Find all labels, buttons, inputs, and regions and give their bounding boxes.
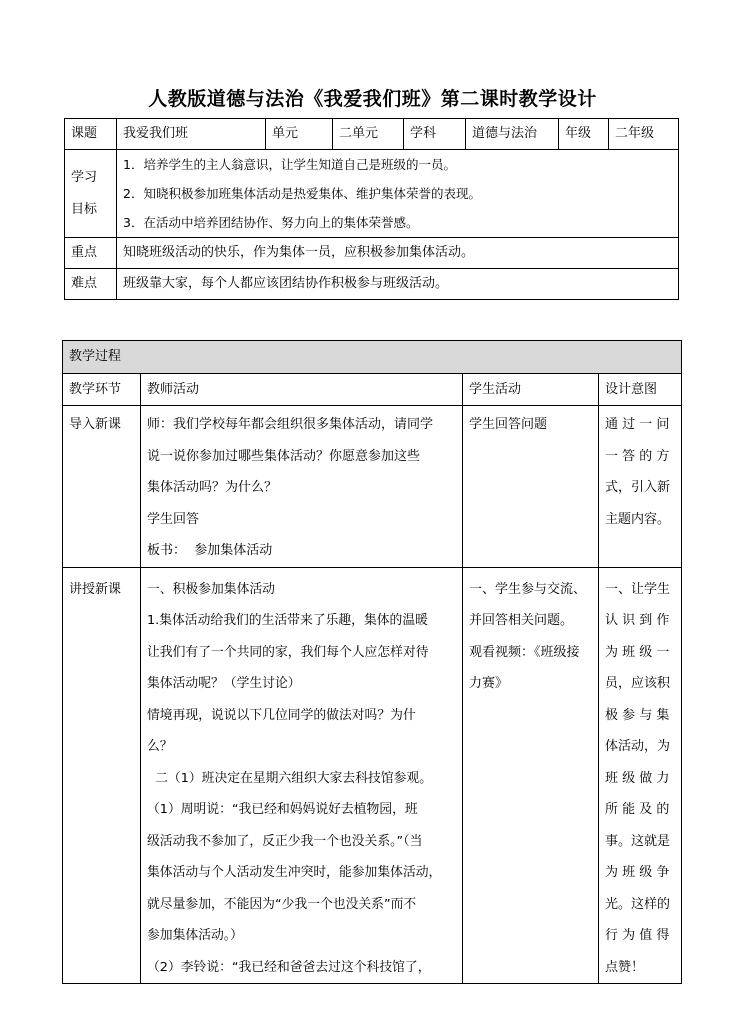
process-header-row: [63, 341, 682, 374]
difficult-value: 班级靠大家，每个人都应该团结协作积极参与班级活动。: [117, 269, 679, 300]
objectives-list: [117, 150, 679, 238]
teacher-line: 级活动我不参加了，反正少我一个也没关系。”（当: [147, 833, 423, 849]
intent-line: 通 过 一 问: [605, 417, 670, 432]
lesson-label: 课题: [65, 119, 117, 150]
info-row: [65, 119, 679, 150]
teacher-line: 师：我们学校每年都会组织很多集体活动，请同学: [147, 417, 434, 432]
student-line: 学生回答问题: [469, 417, 548, 432]
intent-line: 点赞！: [605, 959, 645, 975]
student-activity: [463, 406, 599, 568]
unit-label: 单元: [266, 119, 333, 150]
objectives-row: [65, 150, 679, 238]
intent-line: 体活动，为: [605, 739, 671, 754]
intent-line: 为 班 级 争: [605, 865, 670, 880]
intent-line: 式，引入新: [605, 480, 671, 495]
intent-line: 一、让学生: [605, 581, 671, 597]
objectives-label-line-2: 目标: [71, 201, 98, 217]
intent-line: 光。这样的: [605, 896, 671, 912]
intent-line: 班 级 做 力: [605, 770, 670, 786]
teacher-line: 1.集体活动给我们的生活带来了乐趣，集体的温暖: [147, 613, 428, 628]
intent-line: 员，应该积: [605, 676, 671, 691]
teacher-line: 么？: [147, 739, 173, 754]
difficult-row: [65, 269, 679, 300]
objective-item: 3．在活动中培养团结协作、努力向上的集体荣誉感。: [123, 215, 419, 230]
intent-line: 行 为 值 得: [605, 928, 670, 943]
lesson-value: 我爱我们班: [117, 119, 266, 150]
teacher-line: 情境再现，说说以下几位同学的做法对吗？为什: [147, 707, 416, 723]
lesson-info-table: [64, 118, 679, 300]
teacher-line: 集体活动与个人活动发生冲突时，能参加集体活动，: [147, 865, 442, 880]
difficult-label: 难点: [65, 269, 117, 300]
document-title: 人教版道德与法治《我爱我们班》第二课时教学设计: [148, 88, 597, 110]
intent-line: 认 识 到 作: [605, 613, 670, 628]
teacher-line: （2）李铃说：“我已经和爸爸去过这个科技馆了，: [147, 959, 431, 975]
objective-item: 1．培养学生的主人翁意识，让学生知道自己是班级的一员。: [123, 157, 456, 172]
student-activity: [463, 567, 599, 984]
process-header: 教学过程: [63, 341, 682, 374]
intent-line: 为 班 级 一: [605, 644, 670, 660]
col-student: 学生活动: [463, 373, 599, 406]
intent-line: 极 参 与 集: [605, 707, 670, 723]
intent-line: 一 答 的 方: [605, 448, 670, 464]
teaching-process-table: [62, 340, 682, 984]
unit-value: 二单元: [333, 119, 404, 150]
objectives-label-line-1: 学习: [71, 169, 98, 185]
teacher-line: 集体活动吗？为什么？: [147, 480, 278, 495]
col-stage: 教学环节: [63, 373, 141, 406]
subject-label: 学科: [404, 119, 466, 150]
teacher-line: 板书： 参加集体活动: [147, 543, 273, 558]
intent-line: 所 能 及 的: [605, 802, 670, 817]
key-value: 知晓班级活动的快乐，作为集体一员，应积极参加集体活动。: [117, 238, 679, 269]
teacher-line: 学生回答: [147, 511, 200, 527]
design-intent: [599, 406, 682, 568]
key-label: 重点: [65, 238, 117, 269]
objective-item: 2．知晓积极参加班集体活动是热爱集体、维护集体荣誉的表现。: [123, 186, 481, 201]
teacher-activity: [141, 406, 463, 568]
table-row: [63, 406, 682, 568]
col-teacher: 教师活动: [141, 373, 463, 406]
design-intent: [599, 567, 682, 984]
teacher-line: 参加集体活动。）: [147, 928, 243, 943]
teacher-line: 集体活动呢？（学生讨论）: [147, 676, 301, 691]
teacher-line: 就尽量参加，不能因为“少我一个也没关系”而不: [147, 896, 417, 912]
student-line: 观看视频：《班级接: [469, 644, 580, 660]
student-line: 并回答相关问题。: [469, 613, 574, 628]
objectives-label: [65, 150, 117, 238]
intent-line: 主题内容。: [605, 511, 671, 527]
teacher-line: （1）周明说：“我已经和妈妈说好去植物园，班: [147, 802, 418, 817]
teacher-line: 让我们有了一个共同的家，我们每个人应怎样对待: [147, 644, 429, 660]
table-row: [63, 567, 682, 984]
key-row: [65, 238, 679, 269]
grade-label: 年级: [559, 119, 609, 150]
grade-value: 二年级: [609, 119, 679, 150]
stage-cell: 导入新课: [63, 406, 141, 568]
teacher-line: 一、积极参加集体活动: [147, 581, 275, 597]
column-header-row: [63, 373, 682, 406]
student-line: 力赛》: [469, 676, 509, 691]
col-intent: 设计意图: [599, 373, 682, 406]
teacher-line: 二（1）班决定在星期六组织大家去科技馆参观。: [147, 770, 433, 786]
stage-cell: 讲授新课: [63, 567, 141, 984]
teacher-activity: [141, 567, 463, 984]
teacher-line: 说一说你参加过哪些集体活动？你愿意参加这些: [147, 448, 421, 464]
student-line: 一、学生参与交流、: [469, 581, 587, 597]
subject-value: 道德与法治: [466, 119, 559, 150]
intent-line: 事。这就是: [605, 833, 671, 849]
